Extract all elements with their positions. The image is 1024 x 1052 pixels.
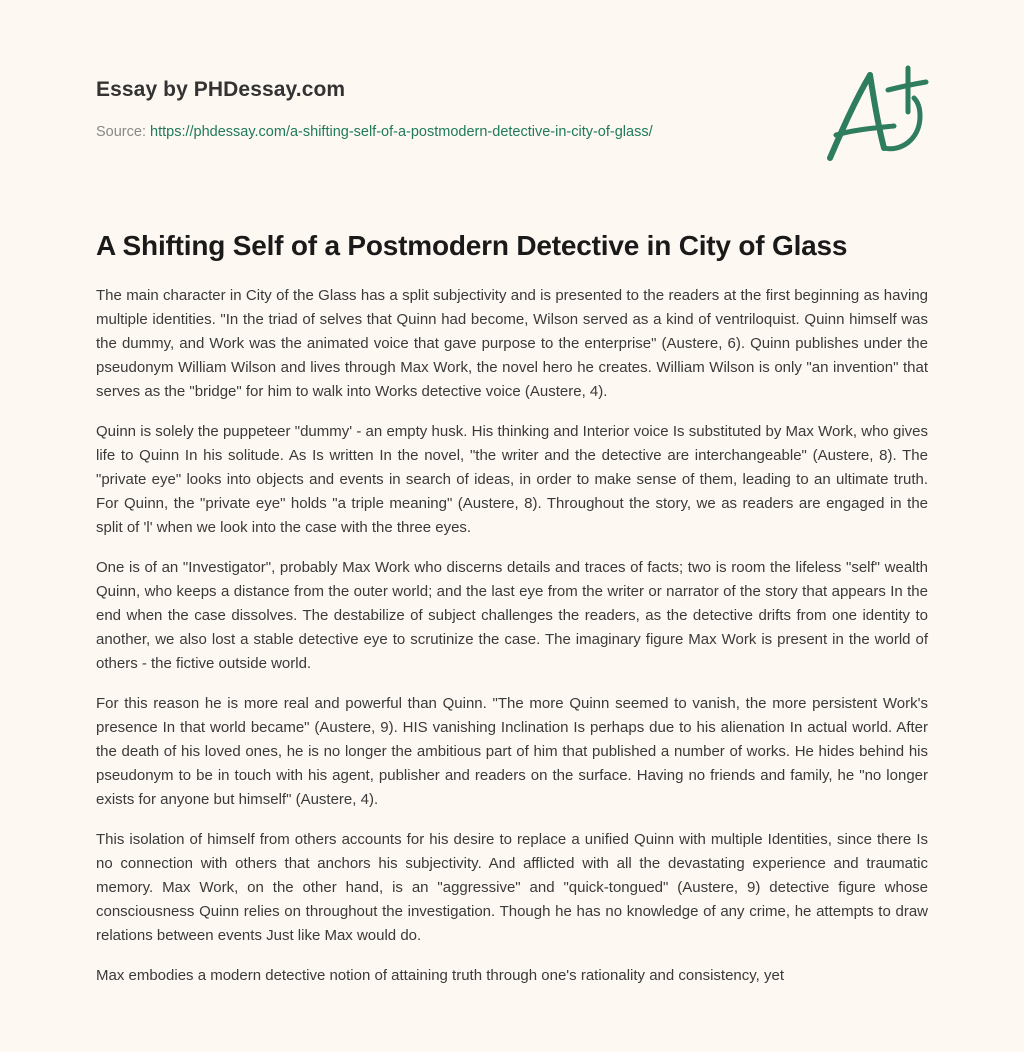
essay-paragraph: For this reason he is more real and powerful than Quinn. "The more Quinn seemed to vanish, the more persistent Work's presence In that world became" (Austere, 9). HIS vanishing Inclination Is perhaps due to his alienation In actual world. After the death of his loved ones, he is no longer the ambitious part of him that published a number of works. He hides behind his pseudonym to be in touch with his agent, publisher and readers on the surface. Having no friends and family, he "no longer exists for anyone but himself" (Austere, 4).	[96, 695, 928, 808]
a-plus-grade-icon	[822, 40, 932, 165]
essay-paragraph: Max embodies a modern detective notion of attaining truth through one's rationality and consistency, yet	[96, 967, 784, 984]
essay-title: A Shifting Self of a Postmodern Detective in City of Glass	[96, 230, 848, 261]
essay-paragraph: Quinn is solely the puppeteer "dummy' - an empty husk. His thinking and Interior voice Is substituted by Max Work, who gives life to Quinn In his solitude. As Is written In the novel, "the writer and the detective are interchangeable" (Austere, 8). The "private eye" looks into objects and events in search of ideas, in order to make sense of them, leading to an ultimate truth. For Quinn, the "private eye" holds "a triple meaning" (Austere, 8). Throughout the story, we as readers are engaged in the split of 'l' when we look into the case with the three eyes.	[96, 423, 928, 536]
source-line	[96, 122, 796, 142]
site-title: Essay by PHDessay.com	[96, 78, 346, 101]
essay-paragraph: This isolation of himself from others accounts for his desire to replace a unified Quinn with multiple Identities, since there Is no connection with others that anchors his subjectivity. And afflicted with all the devastating experience and traumatic memory. Max Work, on the other hand, is an "aggressive" and "quick-tongued" (Austere, 9) detective figure whose consciousness Quinn relies on throughout the investigation. Though he has no knowledge of any crime, he attempts to draw relations between events Just like Max would do.	[96, 831, 928, 944]
essay-paragraph: The main character in City of the Glass has a split subjectivity and is presented to the readers at the first beginning as having multiple identities. "In the triad of selves that Quinn had become, Wilson served as a kind of ventriloquist. Quinn himself was the dummy, and Work was the animated voice that gave purpose to the enterprise" (Austere, 6). Quinn publishes under the pseudonym William Wilson and lives through Max Work, the novel hero he creates. William Wilson is only "an invention" that serves as the "bridge" for him to walk into Works detective voice (Austere, 4).	[96, 287, 928, 400]
page-header	[96, 74, 796, 142]
source-label: Source:	[96, 124, 146, 140]
essay-paragraph: One is of an "Investigator", probably Max Work who discerns details and traces of facts; two is room the lifeless "self" wealth Quinn, who keeps a distance from the outer world; and the last eye from the writer or narrator of the story that appears In the end when the case dissolves. The destabilize of subject challenges the readers, as the detective drifts from one identity to another, we also lost a stable detective eye to scrutinize the case. The imaginary figure Max Work is present in the world of others - the fictive outside world.	[96, 559, 928, 672]
essay-body	[96, 284, 928, 1004]
source-link[interactable]: https://phdessay.com/a-shifting-self-of-a-postmodern-detective-in-city-of-glass/	[150, 124, 653, 140]
